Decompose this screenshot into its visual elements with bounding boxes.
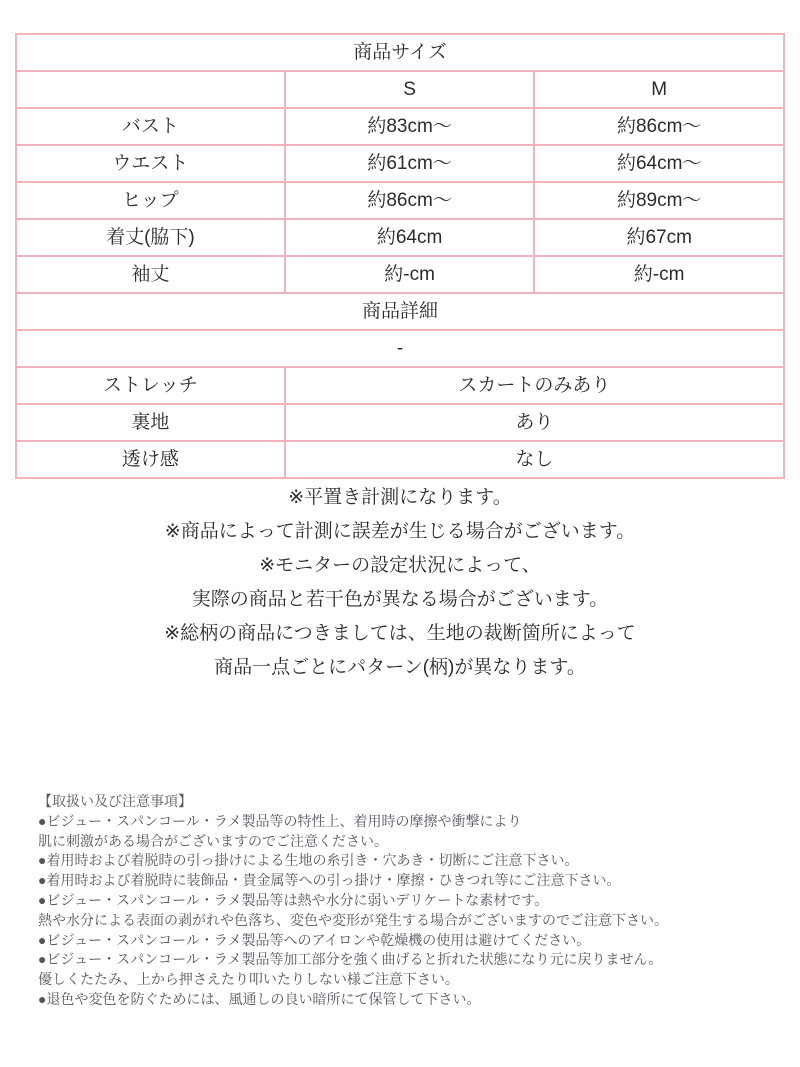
value-m: 約86cm～ (534, 108, 784, 145)
measurement-notes (0, 481, 800, 685)
care-line: ●ビジュー・スパンコール・ラメ製品等の特性上、着用時の摩擦や衝撃により (38, 812, 522, 829)
size-table-title: 商品サイズ (16, 34, 784, 71)
care-line: ●ビジュー・スパンコール・ラメ製品等は熱や水分に弱いデリケートな素材です。 (38, 891, 549, 908)
care-heading: 【取扱い及び注意事項】 (38, 793, 192, 809)
product-size-table (15, 33, 785, 479)
table-row-sheerness (16, 441, 784, 478)
table-row-lining (16, 404, 784, 441)
table-title-row (16, 34, 784, 71)
care-line: ●ビジュー・スパンコール・ラメ製品等へのアイロンや乾燥機の使用は避けてください。 (38, 931, 591, 948)
row-label: 裏地 (16, 404, 285, 441)
row-label: 着丈(脇下) (16, 219, 285, 256)
table-row-bust (16, 108, 784, 145)
value-s: 約64cm (285, 219, 535, 256)
table-details-title-row (16, 293, 784, 330)
note-line: ※モニターの設定状況によって、 (259, 555, 541, 576)
care-line: 優しくたたみ、上から押さえたり叩いたりしない様ご注意下さい。 (38, 971, 459, 988)
row-label: ストレッチ (16, 367, 285, 404)
table-row-length (16, 219, 784, 256)
detail-value: あり (285, 404, 784, 441)
value-s: 約83cm～ (285, 108, 535, 145)
note-line: ※商品によって計測に誤差が生じる場合がございます。 (164, 521, 636, 542)
care-instructions (38, 792, 798, 1010)
table-row-waist (16, 145, 784, 182)
care-line: 熱や水分による表面の剥がれや色落ち、変色や変形が発生する場合がございますのでご注意下さい。 (38, 911, 668, 928)
row-label: 袖丈 (16, 256, 285, 293)
details-title: 商品詳細 (16, 293, 784, 330)
table-row-sleeve (16, 256, 784, 293)
note-line: ※平置き計測になります。 (288, 487, 512, 508)
table-details-placeholder-row (16, 330, 784, 367)
care-line: ●着用時および着脱時に装飾品・貴金属等への引っ掛け・摩擦・ひきつれ等にご注意下さい。 (38, 872, 621, 889)
value-m: 約-cm (534, 256, 784, 293)
value-s: 約86cm～ (285, 182, 535, 219)
size-column-header-s: S (285, 71, 535, 108)
size-column-header-m: M (534, 71, 784, 108)
value-m: 約67cm (534, 219, 784, 256)
detail-value: スカートのみあり (285, 367, 784, 404)
value-m: 約64cm～ (534, 145, 784, 182)
care-line: ●着用時および着脱時の引っ掛けによる生地の糸引き・穴あき・切断にご注意下さい。 (38, 852, 579, 869)
care-line: ●ビジュー・スパンコール・ラメ製品等加工部分を強く曲げると折れた状態になり元に戻りません。 (38, 951, 663, 968)
care-line: ●退色や変色を防ぐためには、風通しの良い暗所にて保管して下さい。 (38, 990, 481, 1007)
row-label: ウエスト (16, 145, 285, 182)
value-s: 約-cm (285, 256, 535, 293)
care-line: 肌に刺激がある場合がございますのでご注意ください。 (38, 832, 388, 849)
size-label-header-empty (16, 71, 285, 108)
table-row-hip (16, 182, 784, 219)
detail-value: なし (285, 441, 784, 478)
row-label: 透け感 (16, 441, 285, 478)
details-placeholder: - (16, 330, 784, 367)
value-m: 約89cm～ (534, 182, 784, 219)
table-row-stretch (16, 367, 784, 404)
row-label: ヒップ (16, 182, 285, 219)
note-line: 実際の商品と若干色が異なる場合がございます。 (191, 589, 609, 610)
note-line: 商品一点ごとにパターン(柄)が異なります。 (214, 657, 586, 678)
value-s: 約61cm～ (285, 145, 535, 182)
note-line: ※総柄の商品につきましては、生地の裁断箇所によって (164, 623, 636, 644)
row-label: バスト (16, 108, 285, 145)
table-header-row (16, 71, 784, 108)
